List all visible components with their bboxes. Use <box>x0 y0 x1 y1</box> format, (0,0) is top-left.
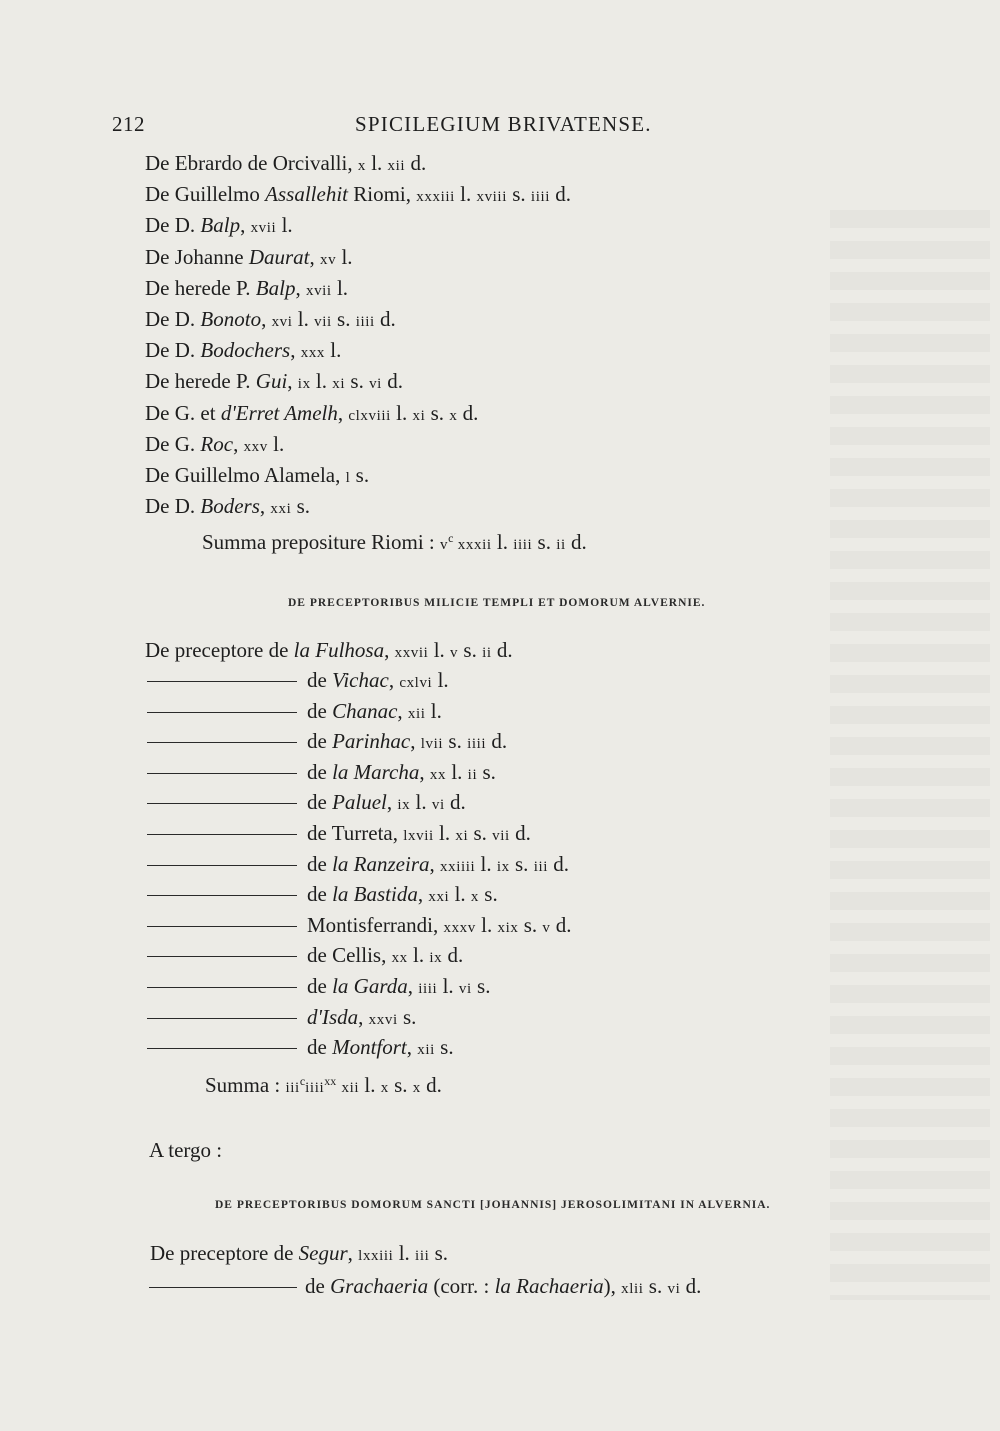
entry-amt: l. <box>410 790 432 815</box>
entry-pre: De preceptore de <box>150 1241 299 1265</box>
entry-sc: cxlvi <box>399 675 433 691</box>
ditto-rule <box>147 712 297 713</box>
entry-tail3: d. <box>491 638 513 662</box>
entry-sc2: xii <box>387 158 406 174</box>
entry-tail3: d. <box>509 821 531 845</box>
entry-amt: l. <box>433 821 456 845</box>
entry-pre: De D. <box>145 494 201 519</box>
entry-line <box>150 1243 448 1264</box>
entry-line <box>145 465 369 486</box>
entry-tail: s. <box>458 638 483 662</box>
entry-it: Segur <box>298 1241 348 1265</box>
entry-post: , <box>287 369 298 394</box>
entry-amt: l. <box>446 759 468 784</box>
entry-post: , <box>410 729 421 754</box>
entry-tail: s. <box>429 1241 449 1265</box>
show-through-text <box>830 210 990 1300</box>
entry-pre: De Guillelmo <box>145 182 266 207</box>
entry-sc3: x <box>449 407 458 424</box>
entry-it: Balp <box>200 213 241 238</box>
entry-amt: l. <box>331 275 349 300</box>
entry-pre: de <box>307 759 333 784</box>
entry-pre: de <box>307 729 333 754</box>
entry-pre: De preceptore de <box>145 638 294 662</box>
ditto-rule <box>147 773 297 774</box>
entry-post: , <box>259 494 271 519</box>
entry-sc2: x <box>470 889 480 906</box>
entry-it: Roc <box>200 431 234 456</box>
entry-sc: xxiiii <box>440 858 476 875</box>
entry-pre: De Ebrardo de Orcivalli, <box>145 151 358 175</box>
entry-amt: s. <box>397 1004 417 1029</box>
ditto-rule <box>147 865 297 866</box>
entry-sc: xxvi <box>368 1011 398 1028</box>
entry-it: Bodochers <box>200 338 291 363</box>
entry-line <box>147 1037 454 1058</box>
entry-line <box>145 153 426 174</box>
summa-templars: Summa : iii$^c$iiii$^{xx}$ xii l. x s. x d. <box>205 1073 442 1097</box>
entry-pre: de <box>307 1035 333 1060</box>
entry-sc3: ii <box>482 645 492 661</box>
entry-amt: l. <box>267 431 285 456</box>
entry-pre: De Guillelmo Alamela, <box>145 463 346 487</box>
ditto-rule <box>147 956 297 957</box>
entry-sc: xxx <box>300 345 326 362</box>
entry-sc: xxi <box>270 501 292 518</box>
entry-tail: s. <box>331 307 356 331</box>
entry-it: Bonoto <box>200 307 262 331</box>
entry-it: Boders <box>200 494 260 519</box>
entry-tail3: d. <box>548 851 569 876</box>
entry-post: , <box>233 431 244 456</box>
entry-sc3: vii <box>492 828 510 844</box>
ditto-rule <box>147 681 297 682</box>
entry-line <box>147 792 466 813</box>
entry-amt: s. <box>350 463 370 487</box>
entry-sc2: ix <box>496 858 510 875</box>
entry-tail: s. <box>477 759 496 784</box>
ditto-rule <box>147 1018 297 1019</box>
entry-sc2: iiii <box>467 736 487 753</box>
entry-sc: xxvii <box>394 645 429 661</box>
entry-pre: de <box>307 698 333 723</box>
entry-tail: d. <box>442 943 464 968</box>
entry-sc: xx <box>391 950 408 967</box>
entry-post: , <box>407 974 419 998</box>
entry-sc: xii <box>417 1042 435 1059</box>
ditto-rule <box>147 1048 297 1049</box>
ditto-rule <box>147 803 297 804</box>
entry-line <box>147 731 507 752</box>
entry-post: , <box>384 638 395 662</box>
ditto-rule <box>147 987 297 988</box>
entry-amt: l. <box>475 851 497 876</box>
entry-post: , <box>397 698 408 723</box>
entry-line <box>147 1004 417 1029</box>
entry-pre: de <box>307 882 333 907</box>
a-tergo-label: A tergo : <box>149 1138 223 1162</box>
entry-sc: lvii <box>420 736 444 753</box>
entry-post: , <box>429 851 440 876</box>
entry-amt: l. <box>292 307 315 331</box>
ditto-rule <box>147 742 297 743</box>
entry-sc: xxxv <box>443 919 476 936</box>
entry-post: , <box>347 1241 359 1265</box>
entry-line <box>145 640 513 661</box>
entry-sc: xxxiii <box>416 189 455 206</box>
entry-sc: xx <box>429 766 447 783</box>
entry-sc3: iiii <box>530 189 550 206</box>
entry-pre: De D. <box>145 338 201 363</box>
entry-line <box>147 976 490 997</box>
entry-tail: d. <box>405 151 427 175</box>
entry-it: Montfort <box>332 1035 407 1060</box>
entry-sc: iiii <box>418 981 438 997</box>
section-heading-templars: DE PRECEPTORIBUS MILICIE TEMPLI ET DOMORUM ALVERNIE. <box>288 597 706 609</box>
entry-sc2: ix <box>429 950 443 967</box>
entry-sc2: xix <box>497 919 519 936</box>
entry-pre: de Turreta, <box>307 821 404 845</box>
entry-line <box>145 400 479 425</box>
entry-sc2: iii <box>415 1248 430 1264</box>
entry-post: , <box>419 759 430 784</box>
entry-post: , <box>290 338 301 363</box>
entry-line <box>145 431 285 456</box>
entry-it: la Bastida <box>332 882 418 907</box>
entry-pre: de <box>307 851 333 876</box>
entry-line <box>147 884 498 905</box>
ditto-rule <box>149 1287 297 1288</box>
entry-sc2: xi <box>455 828 469 844</box>
entry-line <box>147 698 442 723</box>
entry-sc: lxvii <box>403 828 434 844</box>
entry-post: , <box>261 307 272 331</box>
entry-line <box>145 371 403 392</box>
entry-it: la Fulhosa <box>293 638 385 662</box>
entry-amt: l. <box>365 151 388 175</box>
entry-line <box>145 340 341 361</box>
entry-sc: l <box>345 470 351 486</box>
entry-tail3: d. <box>457 400 479 425</box>
entry-line <box>145 309 396 330</box>
entry-pre: De G. et <box>145 400 221 425</box>
entry-post: , <box>386 790 398 815</box>
entry-post: , <box>358 1004 369 1029</box>
entry-line <box>145 244 353 269</box>
entry-sc: xxi <box>428 889 450 906</box>
entry-pre: De D. <box>145 307 201 331</box>
entry-amt: l. <box>310 369 333 394</box>
entry-pre: de <box>307 668 333 692</box>
entry-sc: ix <box>297 376 311 393</box>
entry-it: d'Isda <box>307 1004 359 1029</box>
entry-line <box>147 823 531 844</box>
entry-pre: De herede P. <box>145 369 256 394</box>
entry-tail: s. <box>425 400 450 425</box>
entry-sc2: xviii <box>476 189 507 206</box>
entry-pre: De D. <box>145 213 201 238</box>
entry-pre: de <box>307 790 333 815</box>
entry-sc2: vii <box>314 314 332 330</box>
entry-amt: l. <box>325 338 342 363</box>
entry-tail: s. <box>506 182 531 207</box>
entry-amt: l. <box>407 943 430 968</box>
entry-line <box>147 851 569 876</box>
entry-tail: s. <box>518 912 543 937</box>
entry-sc: lxxiii <box>358 1248 394 1264</box>
entry-amt: s. <box>434 1035 454 1060</box>
entry-amt: l. <box>449 882 471 907</box>
entry-sc2: vi <box>431 797 445 814</box>
entry-line <box>145 275 349 300</box>
entry-post: , <box>240 213 251 238</box>
entry-sc: x <box>357 158 366 174</box>
entry-sc: xii <box>407 705 426 722</box>
entry-pre: De herede P. <box>145 275 256 300</box>
entry-tail: d. <box>486 729 508 754</box>
entry-pre: De G. <box>145 431 201 456</box>
entry-amt: s. <box>443 729 468 754</box>
entry-tail: d. <box>444 790 466 815</box>
entry-amt: l. <box>393 1241 416 1265</box>
entry-amt: l. <box>276 213 293 238</box>
entry-it: Balp <box>255 275 296 300</box>
entry-it: Parinhac <box>332 729 411 754</box>
entry-sc3: vi <box>369 376 382 393</box>
entry-line <box>147 912 572 937</box>
entry-sc3: iiii <box>355 314 375 330</box>
entry-pre: De Johanne <box>145 244 249 269</box>
entry-sc2: v <box>450 645 459 661</box>
entry-sc2: vi <box>458 981 472 997</box>
page-number: 212 <box>112 112 145 136</box>
entry-sc: xvii <box>250 220 277 237</box>
ditto-rule <box>147 895 297 896</box>
entry-line <box>147 945 463 966</box>
entry-amt: l. <box>390 400 413 425</box>
entry-amt: l. <box>432 668 449 692</box>
entry-sc: xvii <box>305 282 332 299</box>
entry-sc2: xi <box>412 407 426 424</box>
entry-it: la Ranzeira <box>332 851 430 876</box>
entry-sc3: iii <box>533 858 548 875</box>
entry-tail3: d. <box>381 369 403 394</box>
entry-sc: xxv <box>243 438 268 455</box>
entry-it: la Garda <box>332 974 408 998</box>
entry-sc2: xi <box>332 376 346 393</box>
entry-sc: ix <box>397 797 411 814</box>
entry-it: la Marcha <box>332 759 420 784</box>
entry-line <box>147 759 496 784</box>
entry-amt: l. <box>454 182 477 207</box>
entry-pre: de <box>307 974 333 998</box>
entry-tail: s. <box>345 369 370 394</box>
entry-tail: s. <box>471 974 491 998</box>
entry-tail: s. <box>468 821 493 845</box>
entry-sc2: ii <box>467 766 478 783</box>
entry-post: , <box>388 668 400 692</box>
entry-line <box>145 215 293 236</box>
entry-post: Riomi, <box>348 182 417 207</box>
entry-it: Assallehit <box>265 182 348 207</box>
section-heading-hospitallers: DE PRECEPTORIBUS DOMORUM SANCTI [JOHANNIS] JEROSOLIMITANI IN ALVERNIA. <box>215 1199 771 1211</box>
entry-post: , <box>417 882 429 907</box>
entry-tail3: d. <box>550 912 572 937</box>
entry-sc: xv <box>320 251 337 268</box>
ditto-rule <box>147 926 297 927</box>
entry-tail3: d. <box>374 307 396 331</box>
entry-it: Chanac <box>332 698 398 723</box>
entry-amt: l. <box>425 698 442 723</box>
entry-post: , <box>295 275 306 300</box>
ditto-rule <box>147 834 297 835</box>
entry-line <box>145 184 571 205</box>
entry-pre: de Cellis, <box>307 943 392 968</box>
entry-amt: l. <box>428 638 451 662</box>
entry-tail: s. <box>509 851 534 876</box>
entry-line <box>145 496 310 517</box>
entry-tail: s. <box>479 882 498 907</box>
entry-sc: clxviii <box>348 407 391 424</box>
entry-it: Paluel <box>332 790 387 815</box>
entry-tail3: d. <box>550 182 571 207</box>
entry-post: , <box>406 1035 418 1060</box>
entry-amt: l. <box>437 974 459 998</box>
entry-it: Vichac <box>332 668 389 692</box>
entry-sc: xvi <box>271 314 293 330</box>
entry-it: Gui <box>255 369 288 394</box>
entry-post: , <box>337 400 349 425</box>
entry-sc3: v <box>542 919 551 936</box>
summa-riomi: Summa prepositure Riomi : $v^c$ xxxii l. iiii s. ii d. <box>202 530 587 554</box>
entry-pre: Montisferrandi, <box>307 912 444 937</box>
entry-post: , <box>309 244 320 269</box>
running-title: SPICILEGIUM BRIVATENSE. <box>355 112 652 136</box>
hospitaller-second-entry: de Grachaeria (corr. : la Rachaeria), xlii s. vi d. <box>149 1276 701 1297</box>
entry-amt: l. <box>475 912 498 937</box>
entry-amt: l. <box>336 244 353 269</box>
entry-it: d'Erret Amelh <box>220 400 338 425</box>
entry-it: Daurat <box>248 244 310 269</box>
entry-line <box>147 670 449 691</box>
entry-amt: s. <box>291 494 311 519</box>
